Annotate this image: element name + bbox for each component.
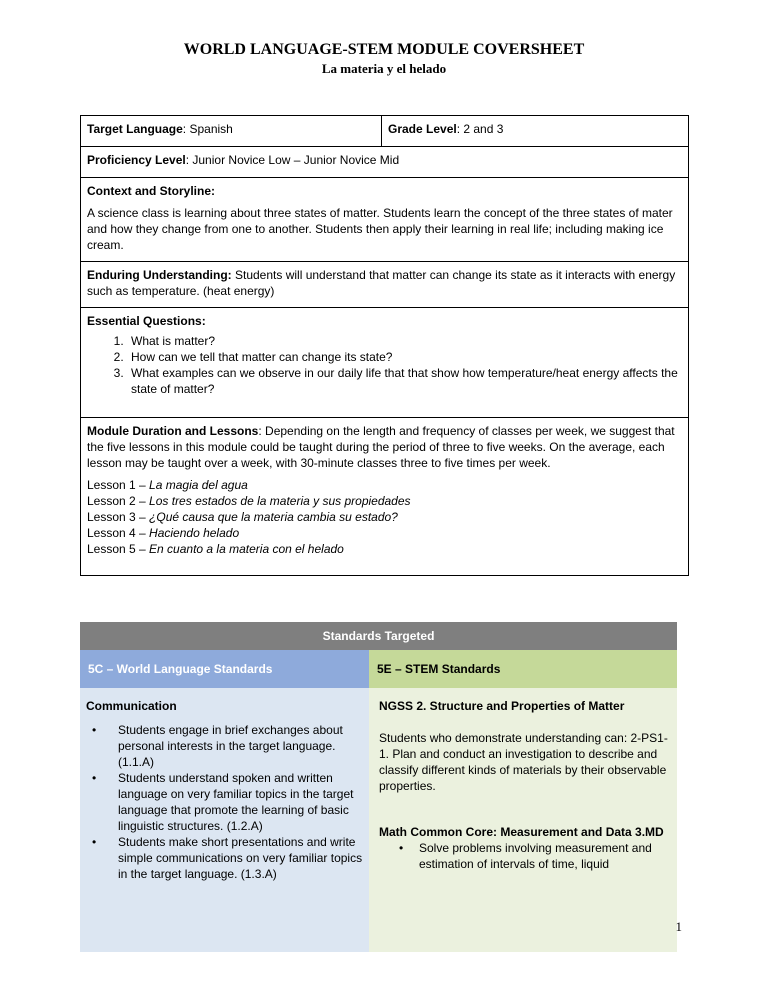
lesson-prefix: Lesson 3 –	[87, 510, 150, 524]
standards-columns	[80, 650, 677, 952]
list-item: 2. How can we tell that matter can change its state?	[127, 349, 682, 365]
language-grade-row	[81, 116, 688, 146]
ngss-text: Students who demonstrate understanding can: 2-PS1-1. Plan and conduct an investigation to describe and classify different kinds of materials by their observable properties.	[379, 731, 668, 793]
page-title: WORLD LANGUAGE-STEM MODULE COVERSHEET	[183, 41, 585, 58]
essential-questions-list	[87, 333, 682, 397]
lesson-title: ¿Qué causa que la materia cambia su estado?	[149, 510, 398, 524]
grade-level-value: : 2 and 3	[456, 122, 504, 136]
target-language-cell	[81, 116, 382, 146]
stem-standards-body	[369, 688, 677, 952]
context-label: Context and Storyline:	[87, 184, 216, 198]
lessons-list	[87, 477, 682, 557]
world-language-standards-body	[80, 688, 369, 952]
enduring-row	[81, 261, 688, 307]
proficiency-label: Proficiency Level	[87, 153, 186, 167]
page-subtitle: La materia y el helado	[321, 61, 447, 76]
list-item	[87, 541, 682, 557]
duration-row	[81, 417, 688, 575]
lesson-prefix: Lesson 2 –	[87, 494, 150, 508]
math-list	[379, 840, 671, 872]
standards-table	[80, 622, 677, 952]
list-item: • Students make short presentations and write simple communications on very familiar topics in the target language. (1.3.A)	[86, 834, 363, 882]
context-text: A science class is learning about three states of matter. Students learn the concept of the three states of mater and how they change from one to another. Students then apply their learning in real life; including making ice cream.	[87, 206, 673, 252]
page-number: 1	[675, 919, 682, 934]
list-item	[87, 525, 682, 541]
lesson-prefix: Lesson 5 –	[87, 542, 150, 556]
list-item: • Students understand spoken and written language on very familiar topics in the target language that promote the learning of basic linguistic structures. (1.2.A)	[86, 770, 363, 834]
lesson-title: En cuanto a la materia con el helado	[149, 542, 344, 556]
grade-level-label: Grade Level	[388, 122, 457, 136]
target-language-value: : Spanish	[182, 122, 233, 136]
standards-header: Standards Targeted	[80, 622, 677, 650]
enduring-text: Students will understand that matter can change its state as it interacts with energy such as temperature. (heat energy)	[87, 268, 676, 298]
enduring-label: Enduring Understanding:	[87, 268, 232, 282]
lesson-title: Haciendo helado	[149, 526, 240, 540]
list-item: 3. What examples can we observe in our daily life that that show how temperature/heat energy affects the state of matter?	[127, 365, 682, 397]
essential-label: Essential Questions:	[87, 314, 206, 328]
list-item	[87, 477, 682, 493]
duration-paragraph	[87, 423, 682, 471]
world-language-column	[80, 650, 369, 952]
context-row	[81, 177, 688, 261]
target-language-label: Target Language	[87, 122, 183, 136]
stem-standards-title: 5E – STEM Standards	[369, 650, 677, 688]
essential-row	[81, 307, 688, 417]
list-item: • Solve problems involving measurement and estimation of intervals of time, liquid	[379, 840, 671, 872]
communication-heading: Communication	[86, 699, 177, 713]
world-language-standards-title: 5C – World Language Standards	[80, 650, 369, 688]
communication-list	[86, 722, 363, 882]
ngss-heading: NGSS 2. Structure and Properties of Matter	[379, 699, 625, 713]
grade-level-cell	[382, 116, 509, 146]
coversheet-table	[80, 115, 689, 576]
proficiency-value: : Junior Novice Low – Junior Novice Mid	[185, 153, 400, 167]
duration-text: : Depending on the length and frequency of classes per week, we suggest that the five lessons in this module could be taught during the period of three to five weeks. On the average, each lesson may be taught over a week, with 30-minute classes three to five times per week.	[87, 424, 675, 470]
list-item	[87, 493, 682, 509]
stem-column	[369, 650, 677, 952]
lesson-title: La magia del agua	[149, 478, 248, 492]
list-item: • Students engage in brief exchanges about personal interests in the target language. (1.1.A)	[86, 722, 363, 770]
lesson-prefix: Lesson 1 –	[87, 478, 150, 492]
list-item	[87, 509, 682, 525]
lesson-title: Los tres estados de la materia y sus propiedades	[149, 494, 411, 508]
lesson-prefix: Lesson 4 –	[87, 526, 150, 540]
duration-label: Module Duration and Lessons	[87, 424, 259, 438]
proficiency-row	[81, 146, 688, 177]
math-heading: Math Common Core: Measurement and Data 3.MD	[379, 825, 664, 839]
list-item: 1. What is matter?	[127, 333, 682, 349]
